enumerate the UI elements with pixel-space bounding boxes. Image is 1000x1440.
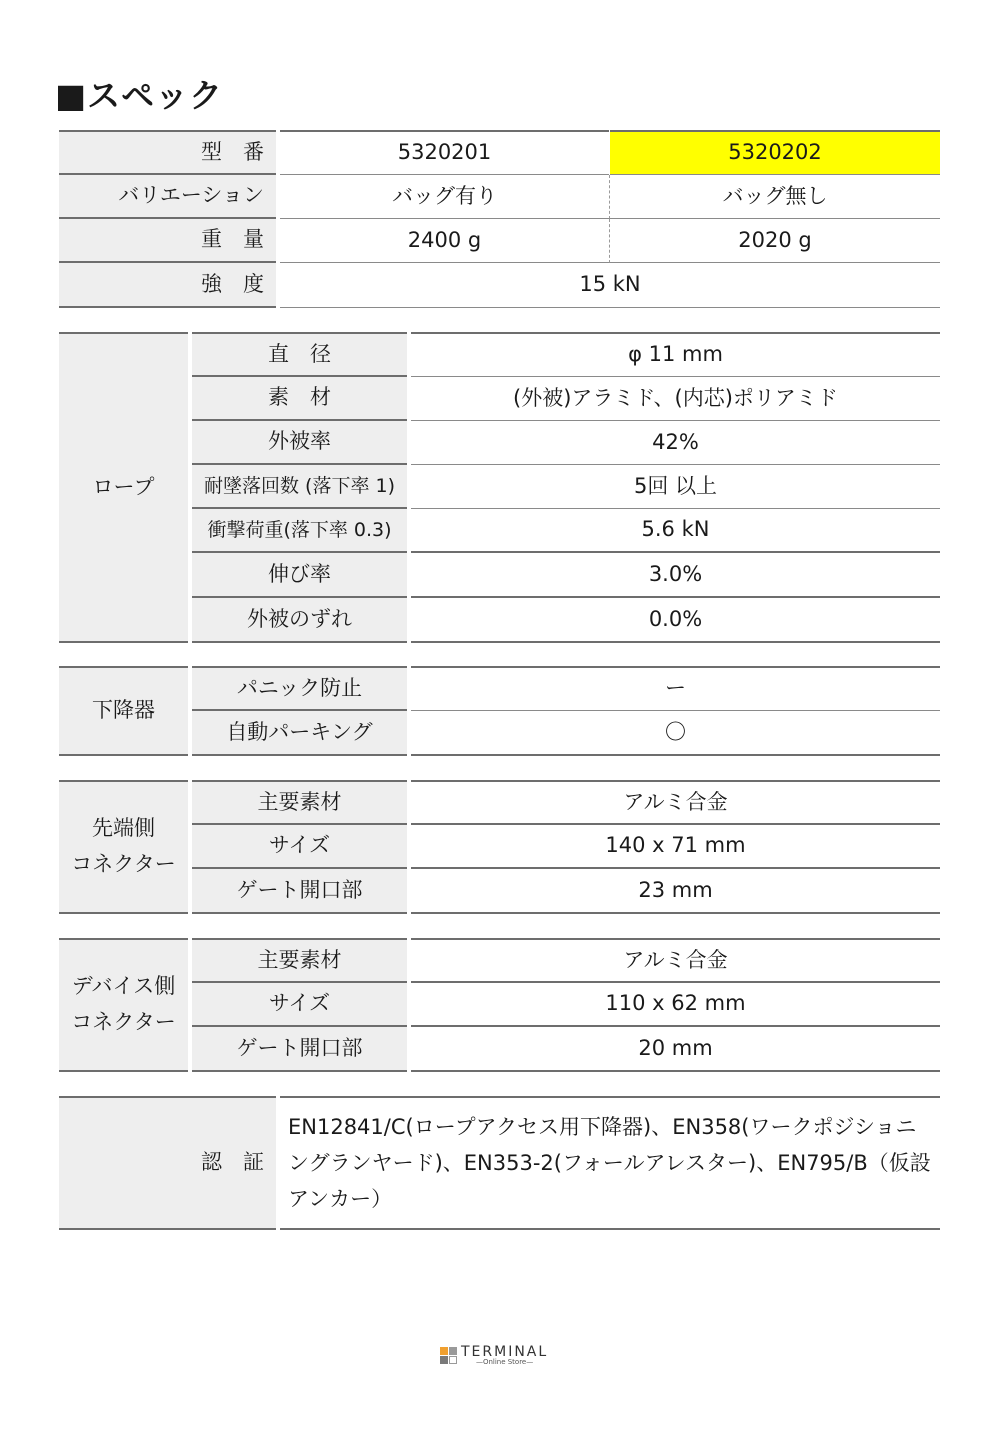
device-connector-table [59,938,940,1072]
rope-falls-value: 5回 以上 [411,465,940,509]
variation-label: バリエーション [59,175,276,219]
tip-gate-label: ゲート開口部 [192,869,407,914]
spec-table [59,130,940,308]
rope-material-value: (外被)アラミド、(内芯)ポリアミド [411,377,940,421]
rope-sheath-ratio-label: 外被率 [192,421,407,465]
tip-connector-values [411,780,940,914]
logo-sub: —Online Store— [475,1358,534,1366]
rope-diameter-label: 直 径 [192,332,407,377]
rope-elongation-label: 伸び率 [192,553,407,598]
certification-table [59,1096,940,1230]
descender-sublabels [192,666,407,756]
rope-impact-force-label: 衝撃荷重(落下率 0.3) [192,509,407,553]
tip-size-value: 140 x 71 mm [411,825,940,869]
weight-b-value: 2020 g [609,219,940,263]
tip-connector-group-label [59,780,188,914]
strength-value: 15 kN [280,263,940,308]
page-title-text: ■スペック [55,76,224,115]
model-b-value: 5320202 [610,130,940,175]
device-connector-label-line2: コネクター [71,1010,176,1034]
table-row-variation [59,175,940,219]
device-connector-sublabels [192,938,407,1072]
rope-falls-label: 耐墜落回数 (落下率 1) [192,465,407,509]
device-gate-label: ゲート開口部 [192,1027,407,1072]
weight-label: 重 量 [59,219,276,263]
rope-sublabels [192,332,407,643]
variation-b-value: バッグ無し [609,175,940,219]
rope-elongation-value: 3.0% [411,553,940,598]
rope-sheath-slip-label: 外被のずれ [192,598,407,643]
tip-connector-sublabels [192,780,407,914]
device-size-value: 110 x 62 mm [411,983,940,1027]
certification-label: 認 証 [59,1096,276,1230]
weight-a-value: 2400 g [280,219,609,263]
rope-group-label: ロープ [59,332,188,643]
strength-label: 強 度 [59,263,276,308]
rope-table [59,332,940,643]
device-connector-values [411,938,940,1072]
certification-value: EN12841/C(ロープアクセス用下降器)、EN358(ワークポジショニングランヤード)、EN353-2(フォールアレスター)、EN795/B（仮設アンカー） [280,1096,940,1230]
logo-name: TERMINAL [461,1344,549,1360]
tip-connector-label-line1: 先端側 [92,816,155,841]
variation-a-value: バッグ有り [280,175,609,219]
model-label: 型 番 [59,130,276,175]
rope-sheath-slip-value: 0.0% [411,598,940,643]
tip-connector-label-line2: コネクター [71,852,176,876]
tip-material-value: アルミ合金 [411,780,940,825]
panic-lock-value: ー [411,666,940,711]
page-title [55,70,223,117]
rope-impact-force-value: 5.6 kN [411,509,940,553]
table-row-model [59,130,940,175]
device-gate-value: 20 mm [411,1027,940,1072]
panic-lock-label: パニック防止 [192,666,407,711]
rope-diameter-value: φ 11 mm [411,332,940,377]
descender-table [59,666,940,756]
device-material-value: アルミ合金 [411,938,940,983]
device-connector-label-line1: デバイス側 [71,974,176,999]
tip-size-label: サイズ [192,825,407,869]
tip-gate-value: 23 mm [411,869,940,914]
rope-sheath-ratio-value: 42% [411,421,940,465]
auto-parking-value: 〇 [411,711,940,756]
model-a-value: 5320201 [280,130,609,175]
descender-values [411,666,940,756]
device-material-label: 主要素材 [192,938,407,983]
table-row-strength [59,263,940,308]
tip-material-label: 主要素材 [192,780,407,825]
rope-material-label: 素 材 [192,377,407,421]
auto-parking-label: 自動パーキング [192,711,407,756]
rope-values [411,332,940,643]
table-row-weight [59,219,940,263]
device-size-label: サイズ [192,983,407,1027]
descender-group-label: 下降器 [59,666,188,756]
tip-connector-table [59,780,940,914]
logo-mark-icon [440,1347,457,1364]
terminal-logo [440,1345,548,1367]
device-connector-group-label [59,938,188,1072]
